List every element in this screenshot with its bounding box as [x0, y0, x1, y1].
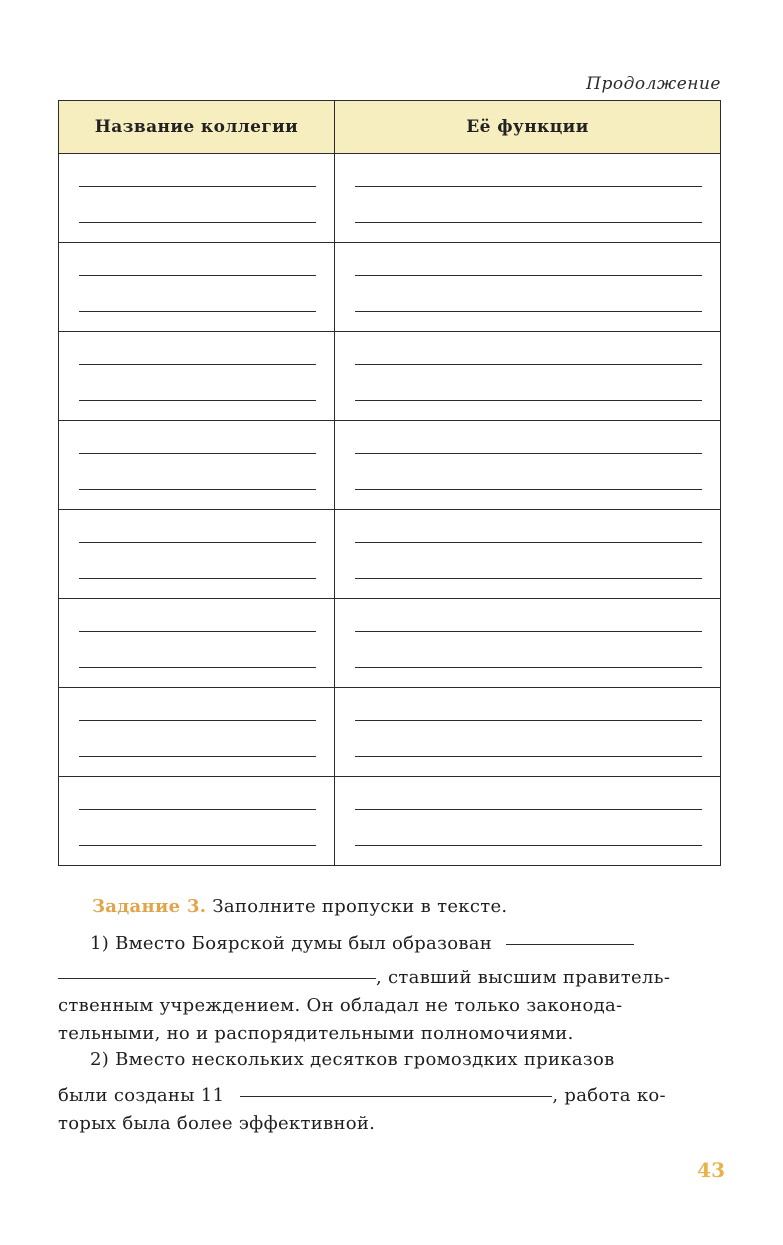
table-row [59, 599, 721, 688]
blank-1a[interactable] [506, 944, 634, 945]
collegia-table [58, 100, 721, 866]
functions-cell[interactable] [335, 421, 721, 510]
task-3-heading [92, 896, 507, 917]
name-cell[interactable] [59, 154, 335, 243]
paragraph-1-line-2 [58, 964, 720, 992]
task-3-instruction: Заполните пропуски в тексте. [212, 896, 508, 917]
writing-line [355, 542, 702, 543]
table-row [59, 154, 721, 243]
writing-line [355, 720, 702, 721]
table-row [59, 332, 721, 421]
writing-line [79, 809, 316, 810]
writing-line [355, 489, 702, 490]
paragraph-1-start: 1) Вместо Боярской думы был образован [90, 933, 493, 954]
task-3-label: Задание 3. [92, 896, 207, 917]
paragraph-2-line-1: 2) Вместо нескольких десятков громоздких приказов [90, 1049, 615, 1070]
writing-line [355, 275, 702, 276]
writing-line [355, 756, 702, 757]
table-header-row [59, 101, 721, 154]
writing-line [355, 667, 702, 668]
writing-line [79, 222, 316, 223]
functions-cell[interactable] [335, 243, 721, 332]
writing-line [79, 489, 316, 490]
writing-line [79, 542, 316, 543]
paragraph-2 [58, 1046, 720, 1138]
header-collegium-name: Название коллегии [59, 101, 335, 154]
writing-line [79, 400, 316, 401]
paragraph-1-line-3: ственным учреждением. Он обладал не только законода- [58, 995, 623, 1016]
writing-line [79, 720, 316, 721]
table-row [59, 421, 721, 510]
writing-line [79, 186, 316, 187]
paragraph-1-mid: , ставший высшим правитель- [376, 967, 671, 988]
writing-line [79, 275, 316, 276]
writing-line [79, 578, 316, 579]
paragraph-2-line-2 [58, 1082, 720, 1110]
writing-line [79, 845, 316, 846]
writing-line [355, 364, 702, 365]
writing-line [355, 631, 702, 632]
table-row [59, 688, 721, 777]
paragraph-1-line-1 [58, 930, 720, 958]
writing-line [355, 809, 702, 810]
writing-line [79, 311, 316, 312]
functions-cell[interactable] [335, 688, 721, 777]
name-cell[interactable] [59, 688, 335, 777]
table-row [59, 777, 721, 866]
writing-line [79, 364, 316, 365]
writing-line [355, 222, 702, 223]
paragraph-2-line-3: торых была более эффективной. [58, 1113, 376, 1134]
functions-cell[interactable] [335, 332, 721, 421]
name-cell[interactable] [59, 777, 335, 866]
writing-line [355, 311, 702, 312]
name-cell[interactable] [59, 510, 335, 599]
writing-line [79, 631, 316, 632]
table-row [59, 243, 721, 332]
paragraph-2-mid: , работа ко- [552, 1085, 666, 1106]
paragraph-2-start: были созданы 11 [58, 1085, 225, 1106]
page-number: 43 [697, 1158, 725, 1182]
paragraph-1 [58, 930, 720, 1048]
writing-line [79, 667, 316, 668]
functions-cell[interactable] [335, 777, 721, 866]
table-row [59, 510, 721, 599]
writing-line [355, 186, 702, 187]
writing-line [355, 845, 702, 846]
blank-1b[interactable] [58, 978, 376, 979]
writing-line [355, 453, 702, 454]
paragraph-1-line-4: тельными, но и распорядительными полномочиями. [58, 1023, 574, 1044]
header-functions: Её функции [335, 101, 721, 154]
functions-cell[interactable] [335, 154, 721, 243]
writing-line [79, 453, 316, 454]
writing-line [355, 400, 702, 401]
name-cell[interactable] [59, 421, 335, 510]
blank-2[interactable] [240, 1096, 552, 1097]
functions-cell[interactable] [335, 510, 721, 599]
name-cell[interactable] [59, 243, 335, 332]
writing-line [355, 578, 702, 579]
continued-label: Продолжение [586, 74, 721, 94]
writing-line [79, 756, 316, 757]
name-cell[interactable] [59, 332, 335, 421]
name-cell[interactable] [59, 599, 335, 688]
functions-cell[interactable] [335, 599, 721, 688]
